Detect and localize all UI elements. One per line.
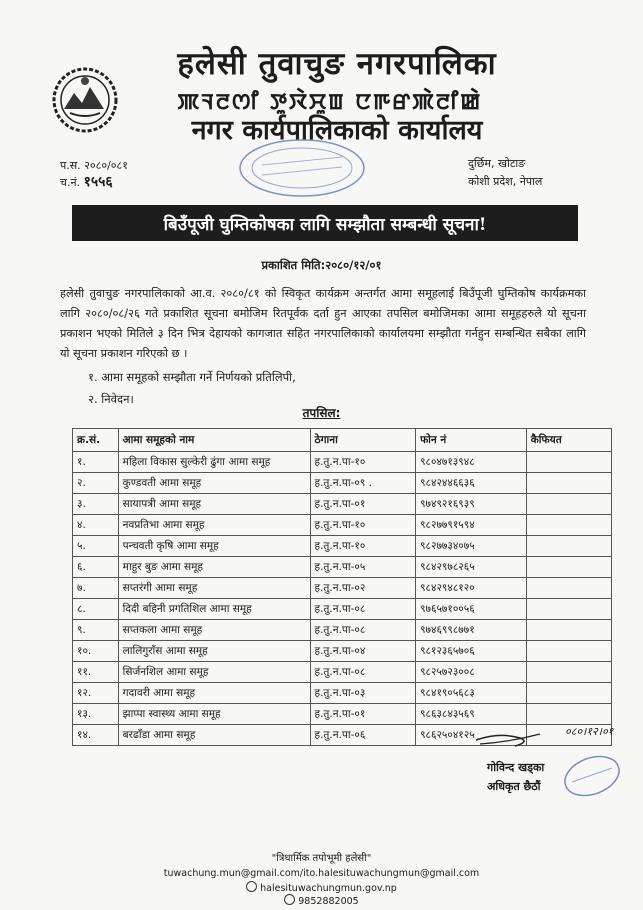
notice-title-banner: बिउँपूजी घुम्तिकोषका लागि सम्झौता सम्बन्धी सूचना! xyxy=(72,205,578,241)
cell-remarks xyxy=(526,683,611,704)
cell-name: दिदी बहिनी प्रगतिशिल आमा समूह xyxy=(118,599,310,620)
ps-value: २०८०/०८१ xyxy=(84,159,128,172)
ps-label: प.स. xyxy=(60,159,81,172)
footer-website: halesituwachungmun.gov.np xyxy=(260,883,397,894)
cell-name: पन्चवती कृषि आमा समूह xyxy=(118,536,310,557)
header-office-title: नगर कार्यपालिकाको कार्यालय xyxy=(191,115,483,146)
cell-address: ह.तु.न.पा-१० xyxy=(310,452,416,473)
cell-phone: ९८४१९०५६८३ xyxy=(416,683,527,704)
cell-remarks xyxy=(526,473,611,494)
cell-address: ह.तु.न.पा-०९ . xyxy=(310,473,416,494)
municipality-emblem-icon xyxy=(50,65,120,135)
footer-phone-row xyxy=(0,894,643,907)
cell-phone: ९८६३८४३५६९ xyxy=(416,704,527,725)
table-row xyxy=(73,494,612,515)
office-stamp-icon xyxy=(232,135,372,201)
footer-motto: "त्रिधार्मिक तपोभूमी हलेसी" xyxy=(271,853,372,864)
footer-website-row xyxy=(0,881,643,894)
chn-label: च.नं. xyxy=(60,176,81,189)
cell-sn: ४. xyxy=(73,515,119,536)
table-row xyxy=(73,620,612,641)
cell-remarks xyxy=(526,599,611,620)
notice-body-paragraph: हलेसी तुवाचुङ नगरपालिकाको आ.व. २०८०/८१ को स्विकृत कार्यक्रम अन्तर्गत आमा समूहलाई बिउँपूजी घुम्तिकोष कार्यक्रमका लागि २०८०/०८/२६ गते प्रकाशित सूचना बमोजिम रितपूर्वक दर्ता हुन आएका तपसिल बमोजिमका आमा समूहहरुले यो सूचना प्रकाशन भएको मितिले ३ दिन भित्र देहायको कागजात सहित नगरपालिकाको कार्यालयमा सम्झौता गर्नहुन सम्बन्धित सबैका लागि यो सूचना प्रकाशन गरिएको छ । xyxy=(60,287,586,360)
mothers-group-table xyxy=(72,428,612,746)
cell-remarks xyxy=(526,452,611,473)
cell-name: झाप्पा स्वास्थ्य आमा समूह xyxy=(118,704,310,725)
table-row xyxy=(73,515,612,536)
cell-name: सप्तरंगी आमा समूह xyxy=(118,578,310,599)
officer-stamp-icon xyxy=(560,752,624,800)
cell-sn: १४. xyxy=(73,725,119,746)
cell-address: ह.तु.न.पा-०३ xyxy=(310,683,416,704)
cell-address: ह.तु.न.पा-०८ xyxy=(310,599,416,620)
cell-remarks xyxy=(526,641,611,662)
cell-remarks xyxy=(526,662,611,683)
cell-name: लालिगुराँस आमा समूह xyxy=(118,641,310,662)
cell-address: ह.तु.न.पा-०१ xyxy=(310,494,416,515)
tapsil-heading: तपसिल: xyxy=(302,406,341,420)
header-title-devanagari: हलेसी तुवाचुङ नगरपालिका xyxy=(177,46,497,82)
table-header-row xyxy=(73,429,612,452)
signatory-block xyxy=(487,758,544,796)
signatory-name: गोविन्द खड्का xyxy=(487,761,545,774)
cell-phone: ९८०४७१३९४८ xyxy=(416,452,527,473)
table-row xyxy=(73,452,612,473)
cell-phone: ९८२७७९१५९४ xyxy=(416,515,527,536)
cell-sn: १. xyxy=(73,452,119,473)
table-row xyxy=(73,662,612,683)
cell-phone: ९८१२३६५७०६ xyxy=(416,641,527,662)
table-row xyxy=(73,578,612,599)
office-address xyxy=(468,155,542,191)
cell-sn: ९. xyxy=(73,620,119,641)
published-date: प्रकाशित मिति:२०८०/१२/०१ xyxy=(261,258,382,272)
cell-name: सायापत्री आमा समूह xyxy=(118,494,310,515)
table-row xyxy=(73,683,612,704)
cell-address: ह.तु.न.पा-०२ xyxy=(310,578,416,599)
phone-icon xyxy=(284,894,295,905)
table-row xyxy=(73,557,612,578)
address-line-2: कोशी प्रदेश, नेपाल xyxy=(468,175,543,188)
cell-phone: ९७४९२१६९३९ xyxy=(416,494,527,515)
requirement-item: २. निवेदन। xyxy=(88,392,134,406)
col-header-name: आमा समूहको नाम xyxy=(118,429,310,452)
handwritten-date: ०८०।१२।०१ xyxy=(565,725,614,738)
cell-name: माहुर बुङ आमा समूह xyxy=(118,557,310,578)
col-header-remarks: कैफियत xyxy=(526,429,611,452)
cell-remarks xyxy=(526,620,611,641)
cell-address: ह.तु.न.पा-०८ xyxy=(310,662,416,683)
cell-name: सिर्जनशिल आमा समूह xyxy=(118,662,310,683)
signatory-designation: अधिकृत छैठौं xyxy=(487,780,541,793)
table-row xyxy=(73,599,612,620)
chn-value: १५५६ xyxy=(83,174,113,190)
cell-name: बरढाँडा आमा समूह xyxy=(118,725,310,746)
cell-address: ह.तु.न.पा-१० xyxy=(310,515,416,536)
cell-phone: ९८४२४४६६३६ xyxy=(416,473,527,494)
cell-sn: ६. xyxy=(73,557,119,578)
cell-phone: ९७४६९९८७७१ xyxy=(416,620,527,641)
cell-sn: १३. xyxy=(73,704,119,725)
globe-icon xyxy=(246,881,257,892)
col-header-sn: क्र.सं. xyxy=(73,429,119,452)
cell-address: ह.तु.न.पा-१० xyxy=(310,536,416,557)
cell-sn: १२. xyxy=(73,683,119,704)
footer-emails: tuwachung.mun@gmail.com/ito.halesituwachungmun@gmail.com xyxy=(163,868,480,879)
cell-address: ह.तु.न.पा-०६ xyxy=(310,725,416,746)
cell-remarks xyxy=(526,515,611,536)
table-row xyxy=(73,536,612,557)
address-line-1: दुर्छिम, खोटाङ xyxy=(468,157,526,170)
cell-phone: ९८२५७२३००८ xyxy=(416,662,527,683)
cell-remarks xyxy=(526,536,611,557)
cell-address: ह.तु.न.पा-०१ xyxy=(310,704,416,725)
cell-phone: ९८२७७३४०७५ xyxy=(416,536,527,557)
cell-address: ह.तु.न.पा-०४ xyxy=(310,641,416,662)
cell-name: नवप्रतिभा आमा समूह xyxy=(118,515,310,536)
cell-remarks xyxy=(526,557,611,578)
cell-phone: ९७६५७१००५६ xyxy=(416,599,527,620)
cell-name: महिला विकास सुल्केरी ढुंगा आमा समूह xyxy=(118,452,310,473)
col-header-phone: फोन नं xyxy=(416,429,527,452)
requirement-item: १. आमा समूहको सम्झौता गर्ने निर्णयको प्रतिलिपी, xyxy=(88,370,296,384)
cell-sn: ८. xyxy=(73,599,119,620)
col-header-address: ठेगाना xyxy=(310,429,416,452)
header-title-script: ꯄꯜꯂꯁꯤ ꯇꯨꯋꯥꯆꯨꯡ ꯅꯒꯔꯄꯥꯂꯤꯀꯥ xyxy=(177,89,483,115)
cell-sn: ११. xyxy=(73,662,119,683)
table-row xyxy=(73,641,612,662)
cell-sn: ५. xyxy=(73,536,119,557)
cell-phone: ९८४२९४८१२० xyxy=(416,578,527,599)
cell-phone: ९८४२९७८२६५ xyxy=(416,557,527,578)
cell-address: ह.तु.न.पा-०५ xyxy=(310,557,416,578)
cell-phone: ९८६२५०४१२५ xyxy=(416,725,527,746)
table-row xyxy=(73,473,612,494)
footer-phone: 9852882005 xyxy=(298,896,359,907)
cell-remarks xyxy=(526,578,611,599)
cell-remarks xyxy=(526,494,611,515)
cell-address: ह.तु.न.पा-०८ xyxy=(310,620,416,641)
reference-block xyxy=(60,157,128,191)
cell-name: कुण्डवती आमा समूह xyxy=(118,473,310,494)
cell-sn: १०. xyxy=(73,641,119,662)
cell-name: सप्तकला आमा समूह xyxy=(118,620,310,641)
cell-name: गदावरी आमा समूह xyxy=(118,683,310,704)
cell-sn: २. xyxy=(73,473,119,494)
cell-sn: ३. xyxy=(73,494,119,515)
cell-sn: ७. xyxy=(73,578,119,599)
